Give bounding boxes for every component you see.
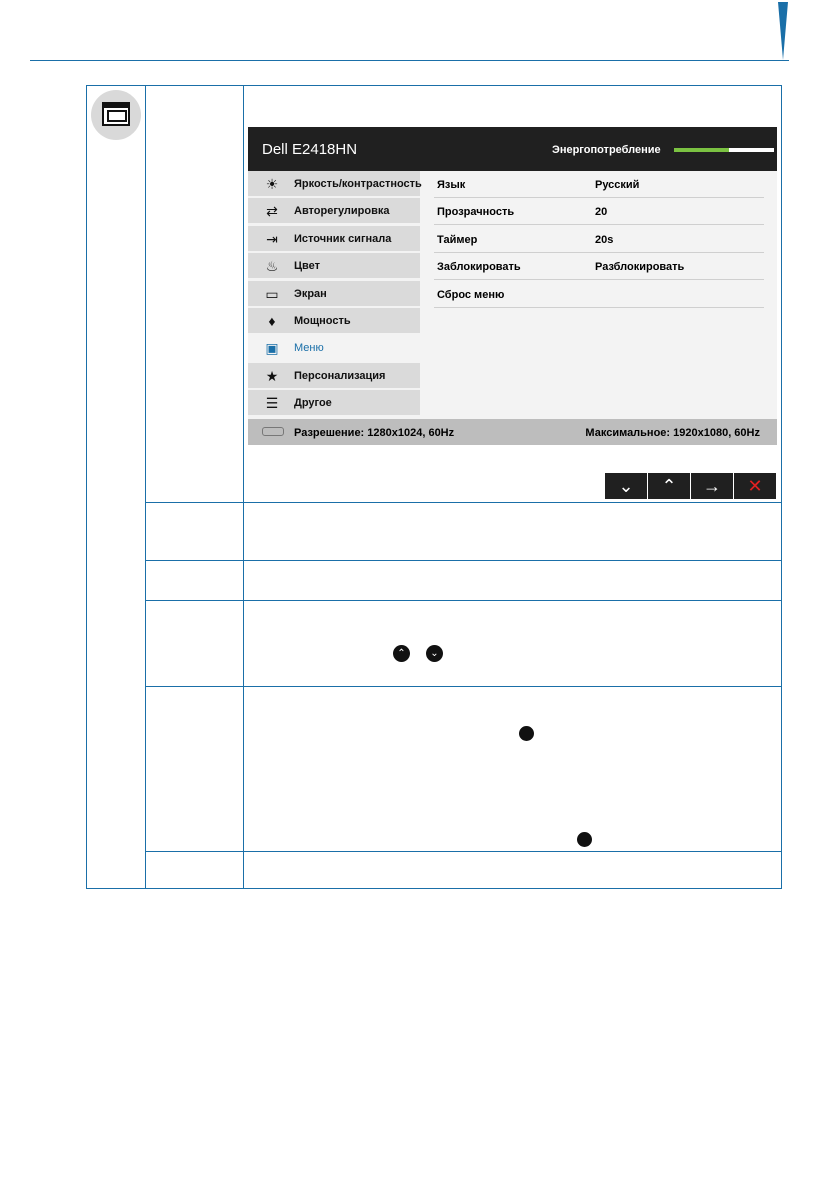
osd-menu-item-label: Яркость/контрастность <box>294 178 422 190</box>
osd-option-row[interactable] <box>434 198 764 225</box>
osd-menu-item[interactable] <box>248 171 420 197</box>
exit-button[interactable]: ✕ <box>734 473 776 499</box>
menu-icon <box>91 90 141 140</box>
column-divider <box>145 86 146 888</box>
bullet-icon <box>577 832 592 847</box>
star-icon: ★ <box>265 367 279 384</box>
osd-screen <box>248 127 777 445</box>
power-icon: ♦ <box>268 313 276 329</box>
osd-option-row[interactable] <box>434 281 764 308</box>
osd-menu-item[interactable] <box>248 390 420 416</box>
osd-option-value: 20s <box>595 233 614 246</box>
menu-icon: ▣ <box>265 340 279 357</box>
osd-menu-item[interactable] <box>248 253 420 279</box>
osd-option-value: Разблокировать <box>595 261 685 274</box>
osd-menu-item[interactable] <box>248 363 420 389</box>
osd-option-name: Сброс меню <box>437 288 505 301</box>
settings-table <box>86 85 782 889</box>
others-icon: ☰ <box>265 395 279 412</box>
osd-menu-item-label: Меню <box>294 342 324 355</box>
osd-menu-item-label: Источник сигнала <box>294 232 392 245</box>
up-button[interactable]: ⌃ <box>648 473 690 499</box>
osd-option-value: 20 <box>595 206 608 219</box>
display-icon: ▭ <box>265 285 279 302</box>
osd-menu-item[interactable] <box>248 335 420 361</box>
osd-option-name: Прозрачность <box>437 206 515 219</box>
osd-menu-item-label: Экран <box>294 287 327 300</box>
osd-title: Dell E2418HN <box>262 141 358 158</box>
osd-option-row[interactable] <box>434 226 764 253</box>
osd-footer <box>248 419 777 445</box>
auto-adjust-icon: ⇄ <box>266 203 278 220</box>
bullet-icon <box>519 726 534 741</box>
row-divider <box>145 600 781 601</box>
osd-menu-item[interactable] <box>248 226 420 252</box>
vga-connector-icon <box>262 427 284 436</box>
sun-icon: ☀ <box>265 176 279 192</box>
input-source-icon: ⇥ <box>266 230 278 247</box>
osd-menu <box>248 171 420 419</box>
osd-menu-item-label: Авторегулировка <box>294 205 390 218</box>
color-icon: ♨ <box>265 258 279 275</box>
down-button-icon: ⌄ <box>426 645 443 662</box>
osd-option-row[interactable] <box>434 253 764 280</box>
energy-meter-fill <box>674 148 729 152</box>
osd-menu-item[interactable] <box>248 281 420 307</box>
row-divider <box>145 686 781 687</box>
osd-menu-item[interactable] <box>248 308 420 334</box>
osd-option-name: Язык <box>437 179 466 191</box>
osd-menu-item-label: Цвет <box>294 260 321 273</box>
osd-option-name: Заблокировать <box>437 261 521 274</box>
current-resolution: Разрешение: 1280x1024, 60Hz <box>294 427 455 439</box>
row-divider <box>145 560 781 561</box>
energy-label: Энергопотребление <box>552 144 661 156</box>
row-divider <box>145 851 781 852</box>
energy-meter <box>674 148 774 152</box>
top-rule <box>30 60 789 61</box>
right-arrow-button[interactable]: → <box>691 473 733 499</box>
osd-menu-item-label: Другое <box>294 397 332 410</box>
osd-option-value: Русский <box>595 179 640 191</box>
down-button[interactable]: ⌄ <box>605 473 647 499</box>
osd-option-name: Таймер <box>437 233 478 246</box>
osd-header <box>248 127 777 171</box>
osd-option-row[interactable] <box>434 171 764 198</box>
osd-menu-item-label: Персонализация <box>294 369 386 382</box>
column-divider <box>243 86 244 888</box>
row-divider <box>145 502 781 503</box>
max-resolution: Максимальное: 1920x1080, 60Hz <box>585 427 760 439</box>
page-marker <box>778 2 788 60</box>
up-button-icon: ⌃ <box>393 645 410 662</box>
osd-menu-item[interactable] <box>248 198 420 224</box>
osd-menu-item-label: Мощность <box>294 315 351 327</box>
